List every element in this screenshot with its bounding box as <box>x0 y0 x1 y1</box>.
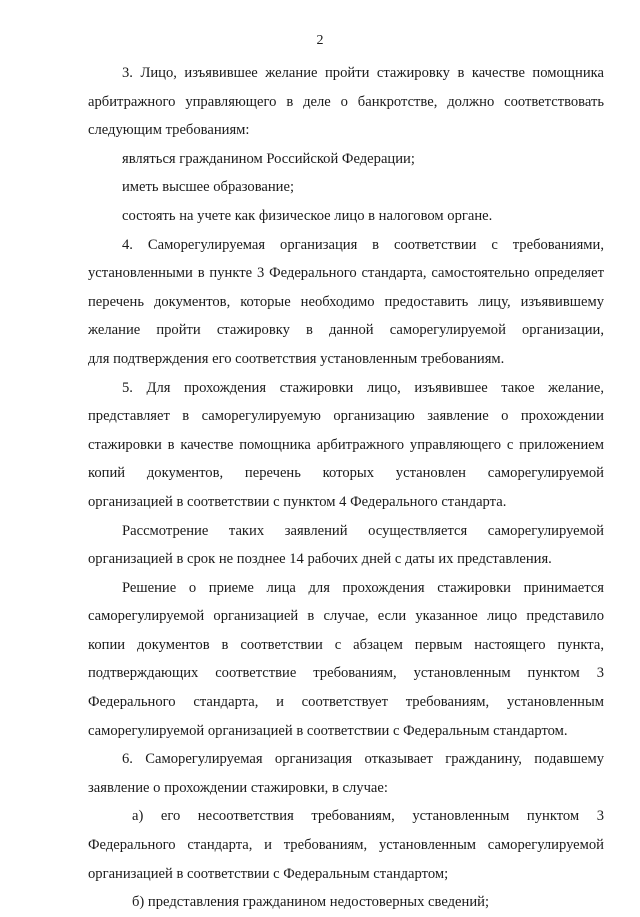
paragraph-3-line-1: 3. Лицо, изъявившее желание пройти стажировку в качестве помощника <box>122 65 604 81</box>
paragraph-6-line-2: заявление о прохождении стажировки, в случае: <box>88 779 388 796</box>
paragraph-3-line-2: арбитражного управляющего в деле о банкротстве, должно соответствовать <box>88 93 604 110</box>
page-number: 2 <box>316 33 324 48</box>
subitem-a-line-2: Федерального стандарта, и требованиям, установленным саморегулируемой <box>88 837 604 854</box>
paragraph-6-line-1: 6. Саморегулируемая организация отказывает гражданину, подавшему <box>122 751 604 768</box>
decision-paragraph-line-5: Федерального стандарта, и соответствует требованиям, установленным <box>88 694 604 711</box>
subitem-a-line-3: организацией в соответствии с Федеральным стандартом; <box>88 865 449 882</box>
requirement-citizenship: являться гражданином Российской Федерации; <box>122 150 415 167</box>
paragraph-5-line-3: стажировки в качестве помощника арбитражного управляющего с приложением <box>88 436 604 453</box>
document-body <box>88 59 604 917</box>
paragraph-4-line-3: перечень документов, которые необходимо предоставить лицу, изъявившему <box>88 293 604 310</box>
review-paragraph-line-1: Рассмотрение таких заявлений осуществляется саморегулируемой <box>122 522 604 539</box>
requirement-education: иметь высшее образование; <box>122 179 295 196</box>
requirement-tax-registration: состоять на учете как физическое лицо в налоговом органе. <box>122 207 493 224</box>
paragraph-3-line-3: следующим требованиям: <box>88 122 250 139</box>
decision-paragraph-line-3: копии документов в соответствии с абзацем первым настоящего пункта, <box>88 636 604 653</box>
subitem-a-line-1: а) его несоответствия требованиям, установленным пунктом 3 <box>132 808 604 825</box>
decision-paragraph-line-2: саморегулируемой организацией в случае, если указанное лицо представило <box>88 608 604 625</box>
paragraph-4-line-4: желание пройти стажировку в данной саморегулируемой организации, <box>88 322 604 339</box>
paragraph-5-line-1: 5. Для прохождения стажировки лицо, изъявившее такое желание, <box>122 379 604 396</box>
paragraph-4-line-2: установленными в пункте 3 Федерального стандарта, самостоятельно определяет <box>88 265 604 282</box>
review-paragraph-line-2: организацией в срок не позднее 14 рабочих дней с даты их представления. <box>88 551 552 568</box>
decision-paragraph-line-4: подтверждающих соответствие требованиям, установленным пунктом 3 <box>88 665 604 682</box>
decision-paragraph-line-1: Решение о приеме лица для прохождения стажировки принимается <box>122 579 604 596</box>
paragraph-4-line-1: 4. Саморегулируемая организация в соответствии с требованиями, <box>122 236 604 253</box>
paragraph-5-line-5: организацией в соответствии с пунктом 4 Федерального стандарта. <box>88 493 507 510</box>
decision-paragraph-line-6: саморегулируемой организацией в соответствии с Федеральным стандартом. <box>88 722 568 739</box>
paragraph-5-line-2: представляет в саморегулируемую организацию заявление о прохождении <box>88 408 604 425</box>
subitem-b-line-1: б) представления гражданином недостоверных сведений; <box>132 894 490 911</box>
paragraph-5-line-4: копий документов, перечень которых установлен саморегулируемой <box>88 465 604 482</box>
paragraph-4-line-5: для подтверждения его соответствия установленным требованиям. <box>88 350 505 367</box>
